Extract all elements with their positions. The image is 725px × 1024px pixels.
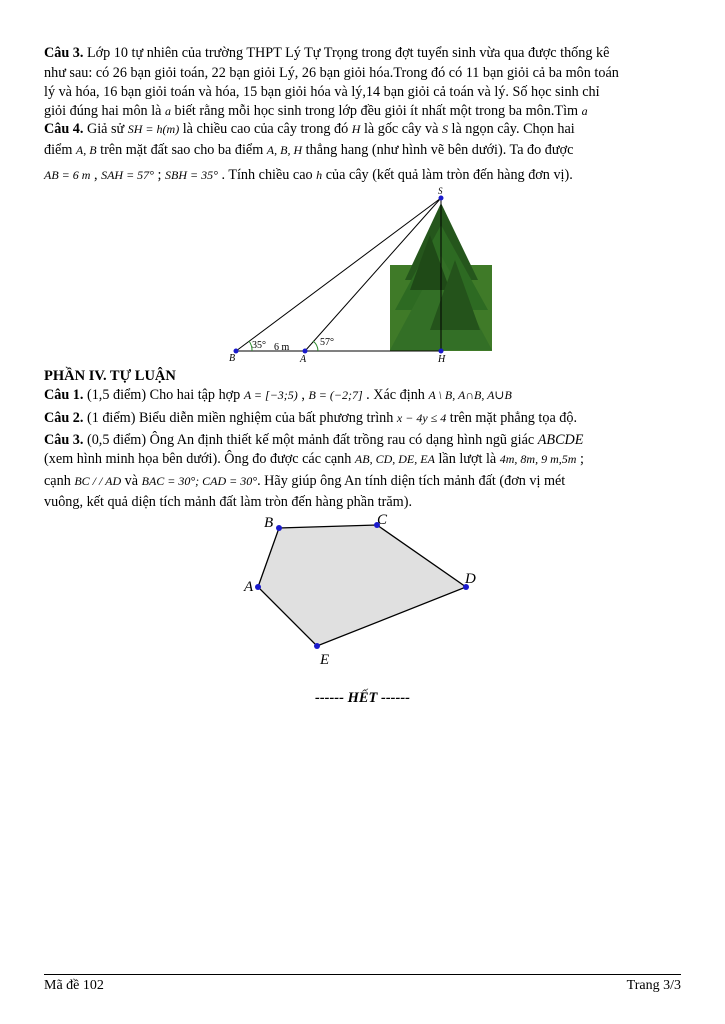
part4-heading: PHẦN IV. TỰ LUẬN — [44, 368, 176, 384]
q4-text: là ngọn cây. Chọn hai — [447, 121, 575, 137]
p4-c3-text: . Hãy giúp ông An tính diện tích mảnh đất (đơn vị mét — [257, 473, 566, 489]
p4-c3-text: và — [121, 473, 142, 489]
q4-sep: , — [90, 167, 102, 183]
q4-math-sbh: SBH = 35° — [165, 168, 218, 182]
q4-text: của cây (kết quả làm tròn đến hàng đơn vị). — [322, 167, 573, 183]
p4-c2-inequality: x − 4y ≤ 4 — [396, 411, 447, 425]
q4-math-h: H — [351, 122, 361, 136]
p4-c1-text: (1,5 điểm) Cho hai tập hợp — [83, 387, 244, 403]
p4-c3-abcde: ABCDE — [537, 432, 584, 448]
tree-figure — [0, 0, 725, 380]
q3-text-4a: giỏi đúng hai môn là — [44, 103, 165, 119]
q4-text: là gốc cây và — [360, 121, 442, 137]
p4-c1-ops: A \ B, A∩B, A∪B — [428, 388, 512, 402]
label-b: B — [264, 515, 274, 531]
footer-exam-code: Mã đề 102 — [44, 978, 104, 993]
angle-a-arc — [313, 341, 318, 351]
label-e: E — [320, 652, 330, 668]
label-s: S — [438, 186, 443, 196]
p4-c2-text: (1 điểm) Biểu diễn miền nghiệm của bất phương trình — [83, 410, 397, 426]
p4-c3-text: ; — [576, 451, 584, 467]
label-d: D — [465, 571, 476, 587]
q4-math-ab: A, B — [75, 143, 97, 157]
q4-text: điểm — [44, 142, 76, 158]
p4-c2-text: trên mặt phẳng tọa độ. — [446, 410, 578, 426]
point-h — [439, 349, 444, 354]
label-b: B — [229, 353, 236, 364]
p4-c3-text: cạnh — [44, 473, 75, 489]
q4-sep: ; — [153, 167, 166, 183]
q4-math-sah: SAH = 57° — [101, 168, 154, 182]
q4-math-sh: SH = h(m) — [127, 122, 180, 136]
p4-c3-label: Câu 3. — [44, 432, 84, 448]
q3-text-2: như sau: có 26 bạn giỏi toán, 22 bạn giỏi Lý, 26 bạn giỏi hóa.Trong đó có 11 bạn giỏi cả ba môn toán — [44, 65, 619, 81]
q4-text: thẳng hang (như hình vẽ bên dưới). Ta đo được — [302, 142, 574, 158]
p4-c1-line — [44, 386, 684, 405]
q4-text: trên mặt đất sao cho ba điểm — [96, 142, 267, 158]
point-e — [314, 643, 320, 649]
p4-c3-lengths: 4m, 8m, 9 m,5m — [499, 452, 577, 466]
angle-b-label: 35° — [252, 340, 266, 351]
q4-text: là chiều cao của cây trong đó — [179, 121, 352, 137]
point-a — [255, 584, 261, 590]
q3-var-a2: a — [581, 104, 588, 118]
q3-label: Câu 3. — [44, 45, 84, 61]
q4-text: . Tính chiều cao — [217, 167, 317, 183]
q3-text-4b: biết rằng mỗi học sinh trong lớp đều giỏi ít nhất một trong ba môn.Tìm — [170, 103, 582, 119]
q3-var-a: a — [164, 104, 171, 118]
p4-c1-text: . Xác định — [362, 387, 429, 403]
label-a: A — [244, 579, 254, 595]
pentagon-shape — [258, 525, 466, 646]
q3-text-3: lý và hóa, 16 bạn giỏi toán và hóa, 15 bạn giỏi hóa và lý,14 bạn giỏi cả toán và lý. Số học sinh chỉ — [44, 84, 600, 100]
p4-c3-line-2 — [44, 450, 684, 469]
q4-math-h-var: h — [316, 168, 323, 182]
q4-math-abh: A, B, H — [266, 143, 303, 157]
p4-c1-set-a: A = [−3;5) — [243, 388, 298, 402]
point-a — [303, 349, 308, 354]
p4-c3-sides: AB, CD, DE, EA — [354, 452, 435, 466]
p4-c3-text: vuông, kết quả diện tích mảnh đất làm tròn đến hàng phần trăm). — [44, 494, 412, 510]
p4-c2-label: Câu 2. — [44, 410, 84, 426]
p4-c1-label: Câu 1. — [44, 387, 84, 403]
label-c: C — [377, 512, 388, 528]
footer-divider — [44, 974, 681, 975]
p4-c3-text: (0,5 điểm) Ông An định thiết kế một mảnh đất trồng rau có dạng hình ngũ giác — [83, 432, 538, 448]
p4-c3-text: lần lượt là — [434, 451, 500, 467]
p4-c3-line-1 — [44, 431, 684, 450]
ab-length-label: 6 m — [274, 342, 290, 353]
q4-math-s: S — [441, 122, 448, 136]
label-h: H — [438, 354, 446, 365]
p4-c3-line-3 — [44, 472, 684, 491]
pentagon-figure — [0, 505, 725, 680]
p4-c3-text: (xem hình minh họa bên dưới). Ông đo được các cạnh — [44, 451, 355, 467]
q4-label: Câu 4. — [44, 121, 84, 137]
point-s — [439, 196, 444, 201]
p4-c3-angles: BAC = 30°; CAD = 30° — [141, 474, 258, 488]
p4-c3-parallel: BC / / AD — [74, 474, 122, 488]
label-a: A — [300, 354, 307, 365]
end-text: ------ HẾT ------ — [314, 690, 410, 706]
q4-text: Giả sử — [83, 121, 128, 137]
footer-page-number: Trang 3/3 — [626, 978, 681, 993]
q3-text-1: Lớp 10 tự nhiên của trường THPT Lý Tự Trọng trong đợt tuyển sinh vừa qua được thống kê — [83, 45, 610, 61]
p4-c2-line — [44, 409, 684, 428]
p4-c1-set-b: B = (−2;7] — [308, 388, 363, 402]
point-b — [276, 525, 282, 531]
angle-a-label: 57° — [320, 337, 334, 348]
p4-c1-sep: , — [297, 387, 309, 403]
q4-math-ab-len: AB = 6 m — [44, 168, 91, 182]
